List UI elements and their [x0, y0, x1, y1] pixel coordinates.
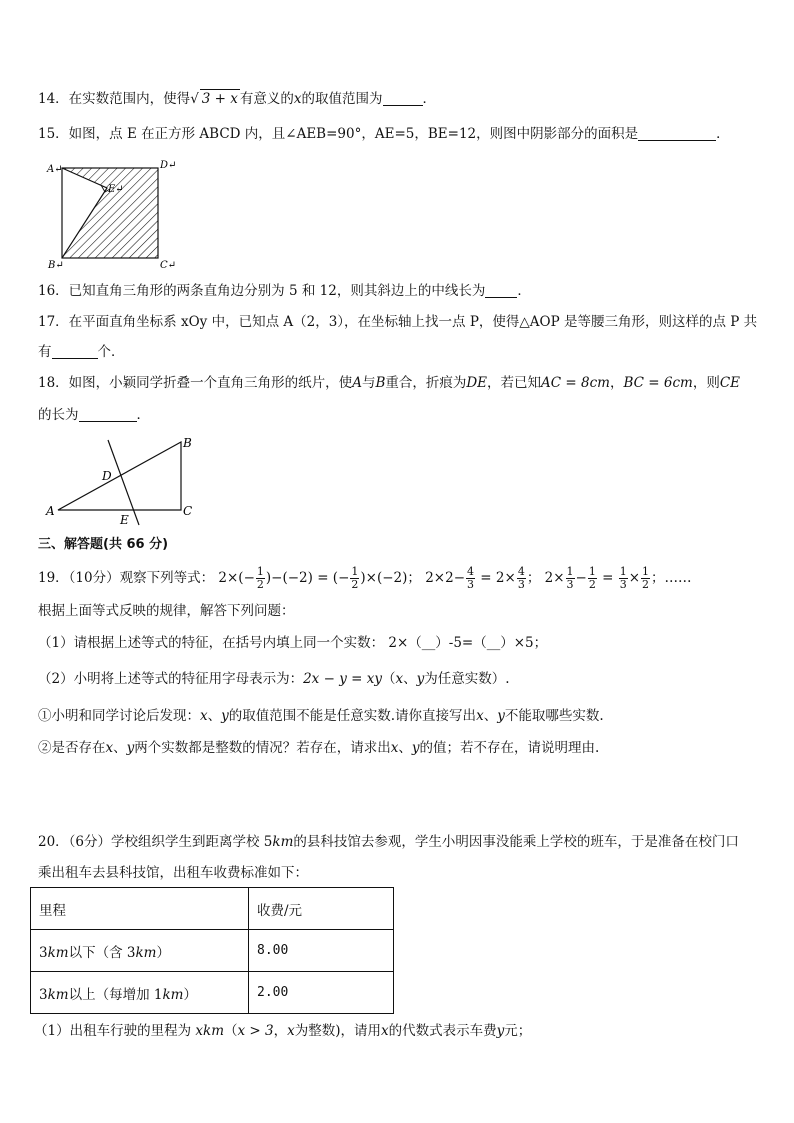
figure-15-square	[44, 156, 184, 272]
answer-blank	[485, 283, 517, 298]
label-E: E	[120, 513, 129, 527]
question-18-line2: 的长为 ．	[38, 407, 150, 423]
label-B: B	[183, 436, 192, 450]
question-19-rule: 根据上面等式反映的规律，解答下列问题：	[38, 603, 295, 619]
taxi-fare-table	[30, 887, 394, 1014]
section-heading: 三、解答题(共 66 分)	[38, 537, 169, 552]
fraction: $\frac{1}{3}$	[566, 565, 574, 591]
question-20-line2: 乘出租车去县科技馆，出租车收费标准如下：	[38, 865, 308, 881]
label-C: C↵	[160, 260, 177, 271]
question-16: 16．已知直角三角形的两条直角边分别为 5 和 12，则其斜边上的中线长为 ．	[38, 283, 531, 299]
question-19: 19．（10分）观察下列等式： 2×(− $\frac{1}{2}$ )−(−2) = (− $\frac{1}{2}$ )×(−2)； 2×2− $\frac{4}{3}$ = 2× $\frac{4}{3}$ ； 2× $\frac{1}{3}$ − $\frac{1}{2}$ = $\frac{1}{3}$ × $\frac{1}{2}$ ；……	[38, 565, 692, 591]
table-cell: 8.00	[249, 930, 394, 972]
table-header-row	[31, 888, 394, 930]
question-18: 18．如图，小颖同学折叠一个直角三角形的纸片，使A与B重合，折痕为DE，若已知AC = 8cm，BC = 6cm，则CE	[38, 375, 741, 391]
table-row	[31, 972, 394, 1014]
label-C: C	[183, 504, 193, 518]
question-15: 15．如图，点 E 在正方形 ABCD 内，且∠AEB=90°，AE=5，BE=12，则图中阴影部分的面积是 ．	[38, 126, 730, 142]
question-19-sub2: ②是否存在x、y两个实数都是整数的情况？若存在，请求出x、y的值；若不存在，请说明理由.	[38, 740, 600, 756]
label-E: E↵	[108, 184, 124, 195]
answer-blank	[383, 91, 423, 106]
table-cell: 2.00	[249, 972, 394, 1014]
label-D: D↵	[160, 160, 177, 171]
table-header-cell: 收费/元	[249, 888, 394, 930]
question-17-line2: 有 个．	[38, 344, 125, 360]
label-A: A	[46, 504, 55, 518]
question-14: 14．在实数范围内，使得√ 3 + x 有意义的x的取值范围为 ．	[38, 91, 437, 107]
sqrt-expression: √ 3 + x	[190, 91, 238, 107]
table-header-cell: 里程	[31, 888, 249, 930]
fraction: $\frac{4}{3}$	[517, 565, 525, 591]
answer-blank	[638, 126, 716, 141]
label-B: B↵	[48, 260, 64, 271]
table-row	[31, 930, 394, 972]
figure-18-triangle	[44, 435, 204, 527]
fraction: $\frac{1}{2}$	[642, 565, 650, 591]
answer-blank	[79, 407, 137, 422]
table-cell: 3km以上（每增加 1km）	[31, 972, 249, 1014]
question-19-part2: （2）小明将上述等式的特征用字母表示为：2x − y = xy（x、y为任意实数）.	[38, 671, 510, 687]
fraction: $\frac{1}{2}$	[588, 565, 596, 591]
fraction: $\frac{4}{3}$	[467, 565, 475, 591]
question-17: 17．在平面直角坐标系 xOy 中，已知点 A（2，3），在坐标轴上找一点 P，使得△AOP 是等腰三角形，则这样的点 P 共	[38, 314, 758, 330]
question-19-part1: （1）请根据上述等式的特征，在括号内填上同一个实数： 2×（__）-5=（__）×5；	[38, 635, 548, 651]
table-cell: 3km以下（含 3km）	[31, 930, 249, 972]
question-20: 20．（6分）学校组织学生到距离学校 5km的县科技馆去参观，学生小明因事没能乘上学校的班车，于是准备在校门口	[38, 834, 739, 850]
label-D: D	[102, 469, 112, 483]
fraction: $\frac{1}{2}$	[351, 565, 359, 591]
answer-blank	[52, 344, 98, 359]
question-19-sub1: ①小明和同学讨论后发现：x、y的取值范围不能是任意实数.请你直接写出x、y不能取哪些实数.	[38, 708, 604, 724]
shaded-region	[62, 168, 158, 258]
label-A: A↵	[47, 164, 63, 175]
question-20-part1: （1）出租车行驶的里程为 xkm（x > 3，x为整数)，请用x的代数式表示车费y元；	[34, 1023, 532, 1039]
fraction: $\frac{1}{3}$	[619, 565, 627, 591]
fraction: $\frac{1}{2}$	[256, 565, 264, 591]
